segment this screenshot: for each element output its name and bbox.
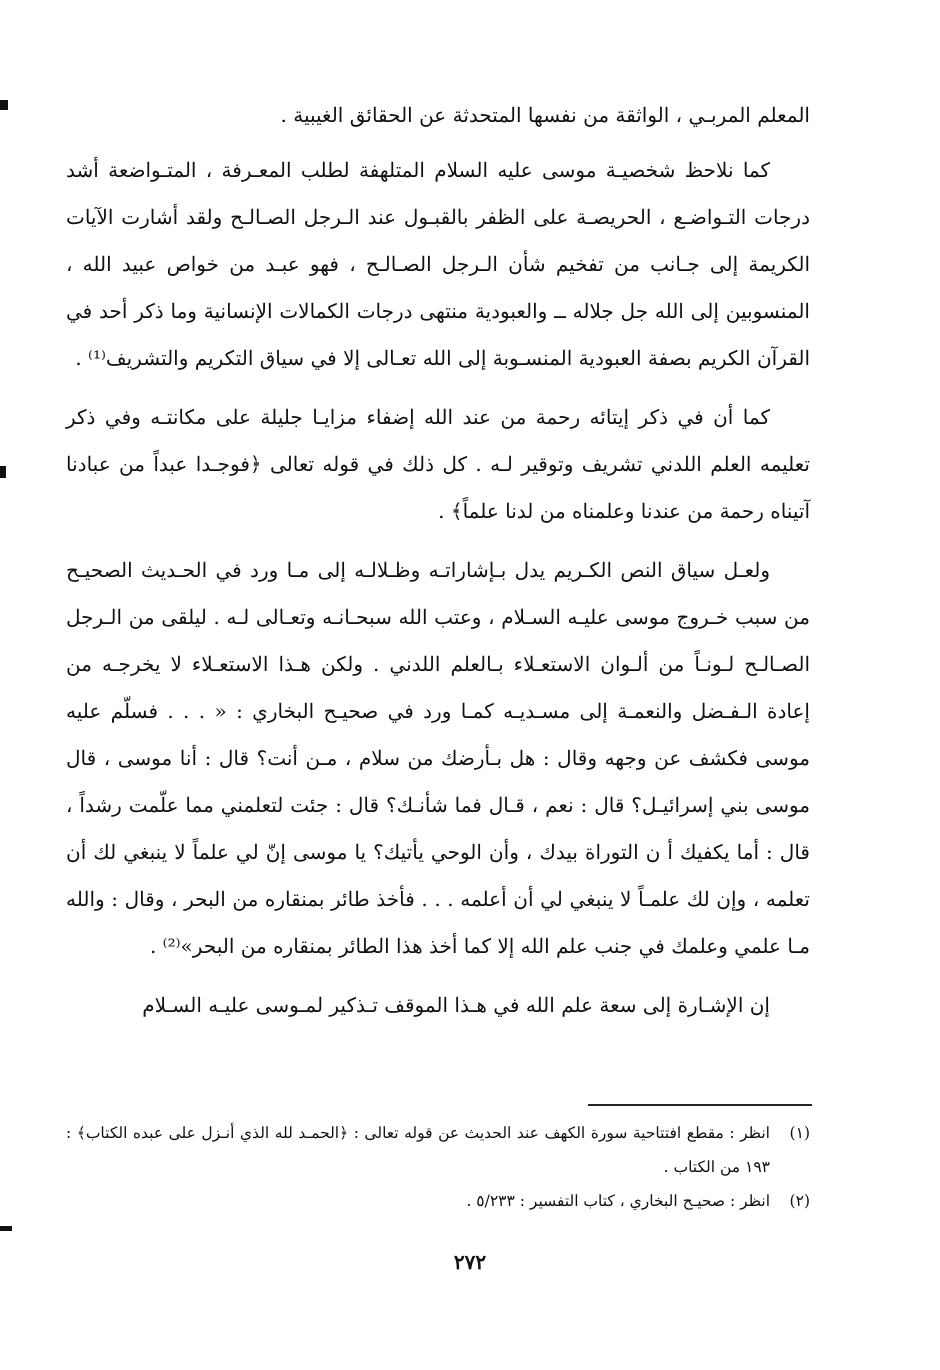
footnote-item: [66, 1184, 810, 1218]
footnote-text: انظر : مقطع افتتاحية سورة الكهف عند الحديث عن قوله تعالى : ﴿الحمـد لله الذي أنـزل على عبده الكتاب﴾ : ١٩٣ من الكتاب .: [66, 1124, 770, 1176]
paragraph-continuation: المعلم المربـي ، الواثقة من نفسها المتحدثة عن الحقائق الغيبية .: [280, 103, 810, 127]
footnotes: [66, 1116, 810, 1218]
footnote-number: (٢): [789, 1192, 810, 1210]
page-number: ٢٧٢: [453, 1250, 487, 1274]
paragraph-mercy-knowledge: كما أن في ذكر إيتائه رحمة من عند الله إضفاء مزايـا جليلة على مكانتـه وفي ذكر تعليمه العلم اللدني تشريف وتوقير لـه . كل ذلك في قوله تعالى ﴿فوجـدا عبداً من عبادنا آتيناه رحمة من عندنا وعلمناه من لدنا علماً﴾ .: [66, 405, 810, 523]
footnote-separator: [588, 1104, 812, 1106]
page-edge-mark: [0, 466, 6, 478]
footnote-item: [66, 1116, 810, 1184]
footnote-text: انظر : صحيـح البخاري ، كتاب التفسير : ٥/٢٣٣ .: [466, 1192, 770, 1210]
page-body: [66, 92, 810, 1041]
page-edge-mark: [0, 1226, 12, 1231]
paragraph-hadith: ولعـل سياق النص الكـريم يدل بـإشاراتـه وظـلالـه إلى مـا ورد في الحـديث الصحيـح من سبب خـروج موسى عليـه السـلام ، وعتب الله سبحـانـه وتعـالى لـه . ليلقى من الـرجل الصـالـح لـونـاً من ألـوان الاستعـلاء بـالعلم اللدني . ولكن هـذا الاستعـلاء لا يخرجـه من إعادة الـفـضل والنعمـة إلى مسـديـه كمـا ورد في صحيـح البخاري : « . . . فسلّم عليه موسى فكشف عن وجهه وقال : هل بـأرضك من سلام ، مـن أنت؟ قال : أنا موسى ، قال موسى بني إسرائيـل؟ قال : نعم ، قـال فما شأنـك؟ قال : جئت لتعلمني مما علّمت رشداً ، قال : أما يكفيك أ ن التوراة بيدك ، وأن الوحي يأتيك؟ يا موسى إنّ لي علماً لا ينبغي لك أن تعلمه ، وإن لك علمـاً لا ينبغي لي أن أعلمه . . . فأخذ طائر بمنقاره من البحر ، وقال : والله مـا علمي وعلمك في جنب علم الله إلا كما أخذ هذا الطائر بمنقاره من البحر»⁽²⁾ .: [66, 558, 810, 958]
paragraph-moses-character: كما نلاحظ شخصيـة موسى عليه السلام المتلهفة لطلب المعـرفة ، المتـواضعة أشد درجات التـواضـع ، الحريصـة على الظفر بالقبـول عند الـرجل الصـالـح ولقد أشارت الآيات الكريمة إلى جـانب من تفخيم شأن الـرجل الصـالـح ، فهو عبـد من خواص عبيد الله ، المنسوبين إلى الله جل جلاله ــ والعبودية منتهى درجات الكمالات الإنسانية وما ذكر أحد في القرآن الكريم بصفة العبودية المنسـوبة إلى الله تعـالى إلا في سياق التكريم والتشريف⁽¹⁾ .: [66, 158, 810, 370]
page-edge-mark: [0, 100, 8, 110]
footnote-number: (١): [789, 1124, 810, 1142]
paragraph-closing: إن الإشـارة إلى سعة علم الله في هـذا الموقف تـذكير لمـوسى عليـه السـلام: [142, 993, 770, 1017]
